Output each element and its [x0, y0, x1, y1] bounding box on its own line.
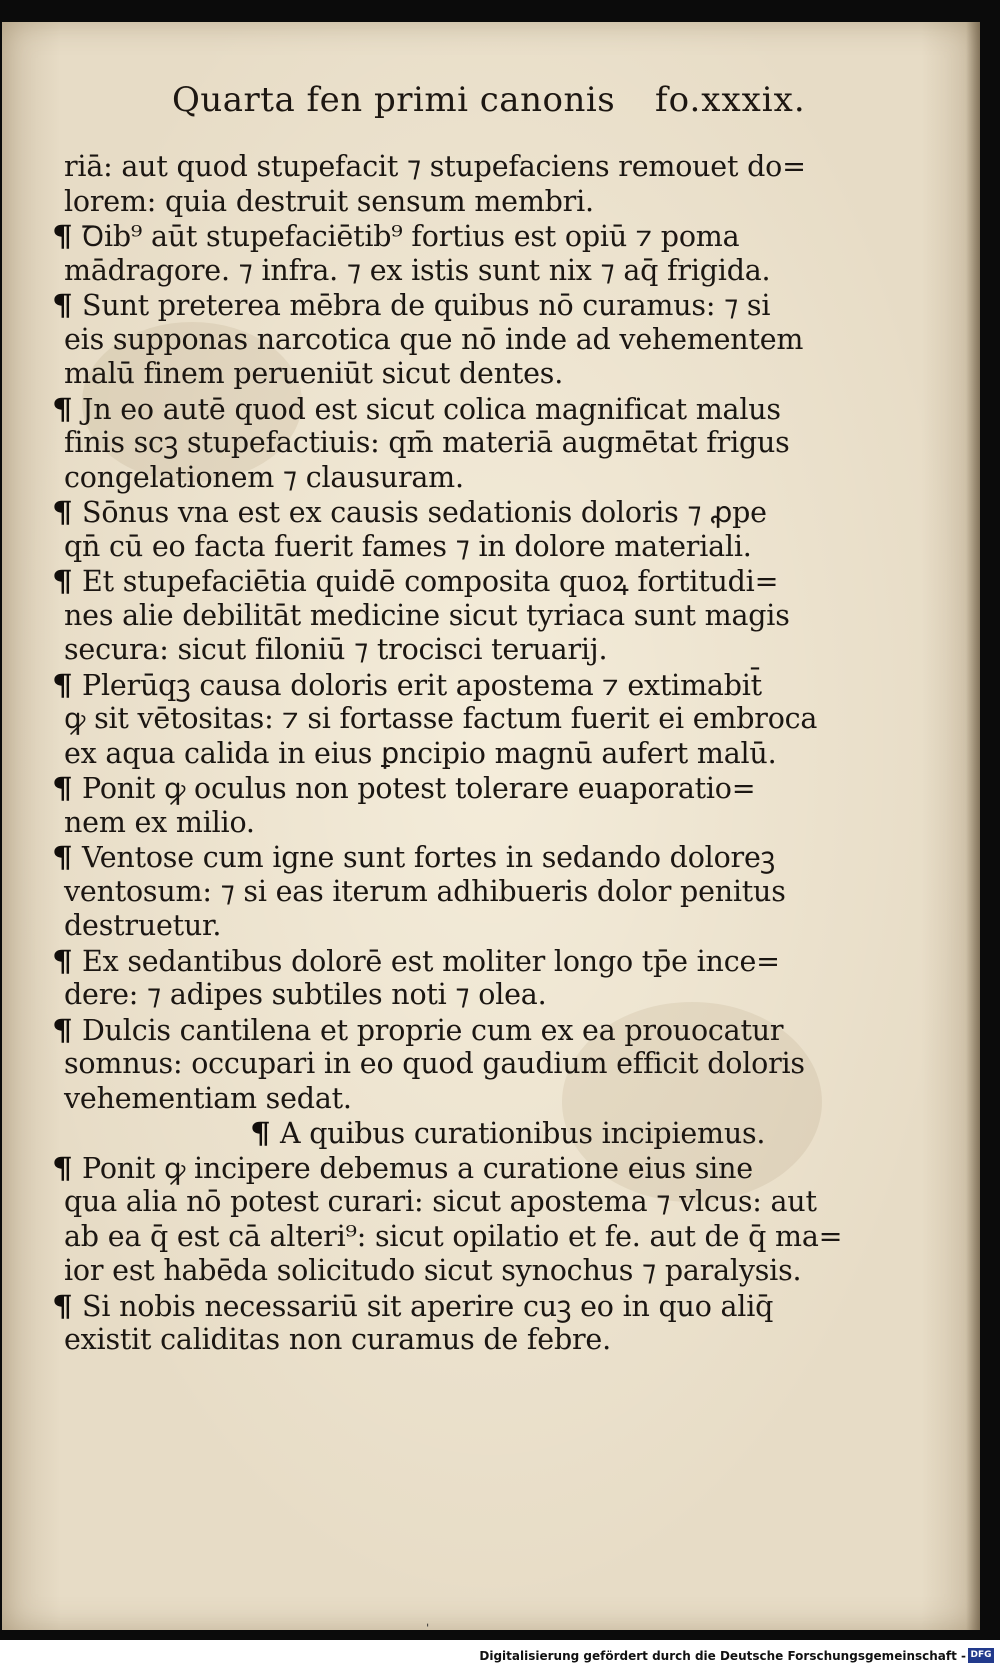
text-line	[54, 254, 854, 289]
line-text: ex aqua calida in eius ꝑncipio magnū aufert malū.	[64, 736, 777, 770]
text-line	[54, 530, 854, 565]
text-line	[54, 599, 854, 634]
text-line	[54, 150, 854, 185]
line-text: Sunt preterea mēbra de quibus nō curamus: ⁊ si	[82, 289, 771, 322]
line-text: ꝙ sit vētositas: ⁊ si fortasse factum fuerit ei embroca	[64, 702, 818, 735]
text-line	[54, 737, 854, 772]
line-text: Jn eo autē quod est sicut colica magnificat malus	[82, 392, 781, 426]
text-line	[54, 1220, 854, 1255]
text-line	[54, 1185, 854, 1220]
line-text: congelationem ⁊ clausuram.	[64, 460, 464, 494]
running-head	[172, 80, 806, 130]
line-text: Et stupefaciētia quidē composita quoꝝ fortitudi=	[82, 565, 779, 598]
line-text: mādragore. ⁊ infra. ⁊ ex istis sunt nix ⁊ aq̄ frigida.	[64, 253, 771, 287]
line-text: Ꝺib⁹ aūt stupefaciētib⁹ fortius est opiū ⁊ poma	[82, 220, 740, 253]
pilcrow-icon: ¶	[52, 667, 73, 702]
pilcrow-icon: ¶	[52, 1012, 73, 1047]
text-line	[54, 219, 854, 254]
dfg-logo: DFG	[968, 1648, 994, 1663]
line-text: riā: aut quod stupefacit ⁊ stupefaciens remouet do=	[64, 150, 806, 183]
line-text: somnus: occupari in eo quod gaudium efficit doloris	[64, 1047, 805, 1080]
running-head-title: Quarta fen primi canonis	[172, 80, 616, 120]
folio-number: fo.xxxix.	[655, 80, 806, 120]
line-text: ab ea q̄ est cā alteri⁹: sicut opilatio et fe. aut de q̄ ma=	[64, 1219, 843, 1253]
text-line	[54, 909, 854, 944]
text-line	[54, 806, 854, 841]
page-mark: ˈ	[426, 1622, 430, 1636]
text-line	[54, 564, 854, 599]
text-line	[54, 426, 854, 461]
line-text: ventosum: ⁊ si eas iterum adhibueris dolor penitus	[64, 874, 786, 908]
book-page	[2, 22, 980, 1636]
line-text: Ponit ꝙ incipere debemus a curatione eius sine	[82, 1151, 753, 1185]
text-line	[54, 392, 854, 427]
text-line	[54, 357, 854, 392]
page-gutter-shadow	[966, 22, 980, 1630]
pilcrow-icon: ¶	[52, 771, 73, 805]
text-line	[54, 1013, 854, 1048]
text-line	[54, 633, 854, 668]
line-text: eis supponas narcotica que nō inde ad vehementem	[64, 322, 804, 356]
pilcrow-icon: ¶	[52, 391, 73, 426]
text-line	[54, 668, 854, 703]
line-text: Ponit ꝙ oculus non potest tolerare euaporatio=	[82, 772, 756, 805]
text-line	[54, 1254, 854, 1289]
pilcrow-icon: ¶	[250, 1116, 271, 1150]
line-text: malū finem perueniūt sicut dentes.	[64, 357, 564, 390]
line-text: existit caliditas non curamus de febre.	[64, 1323, 611, 1356]
pilcrow-icon: ¶	[52, 288, 73, 322]
line-text: dere: ⁊ adipes subtiles noti ⁊ olea.	[64, 978, 547, 1011]
pilcrow-icon: ¶	[52, 1288, 73, 1323]
pilcrow-icon: ¶	[52, 219, 73, 253]
line-text: Ventose cum igne sunt fortes in sedando doloreꝫ	[82, 841, 775, 874]
text-line	[54, 840, 854, 875]
text-line	[54, 1323, 854, 1358]
line-text: nem ex milio.	[64, 805, 255, 839]
line-text: destruetur.	[64, 909, 222, 942]
digitization-footer	[0, 1640, 1000, 1672]
line-text: ior est habēda solicitudo sicut synochus ⁊ paralysis.	[64, 1254, 802, 1287]
text-line	[54, 702, 854, 737]
text-line	[54, 1151, 854, 1186]
line-text: Plerūqꝫ causa doloris erit apostema ⁊ extimabit̄	[82, 668, 762, 702]
line-text: finis scꝫ stupefactiuis: qm̄ materiā augmētat frigus	[64, 426, 790, 459]
text-line	[54, 978, 854, 1013]
section-heading-line	[54, 1116, 854, 1151]
line-text: qn̄ cū eo facta fuerit fames ⁊ in dolore materiali.	[64, 529, 752, 563]
line-text: lorem: quia destruit sensum membri.	[64, 184, 594, 218]
text-line	[54, 288, 854, 323]
pilcrow-icon: ¶	[52, 1150, 73, 1185]
line-text: qua alia nō potest curari: sicut apostema ⁊ vlcus: aut	[64, 1185, 817, 1218]
pilcrow-icon: ¶	[52, 943, 73, 978]
text-line	[54, 1082, 854, 1117]
text-line	[54, 771, 854, 806]
text-line	[54, 323, 854, 358]
line-text: nes alie debilitāt medicine sicut tyriaca sunt magis	[64, 598, 790, 632]
line-text: vehementiam sedat.	[64, 1081, 352, 1115]
line-text: Ex sedantibus dolorē est moliter longo tp̄e ince=	[82, 944, 780, 978]
text-line	[54, 461, 854, 496]
pilcrow-icon: ¶	[52, 564, 73, 598]
pilcrow-icon: ¶	[52, 495, 73, 529]
line-text: Sōnus vna est ex causis sedationis doloris ⁊ ꝓpe	[82, 496, 767, 529]
text-line	[54, 1289, 854, 1324]
line-text: A quibus curationibus incipiemus.	[280, 1117, 766, 1150]
text-line	[54, 1047, 854, 1082]
main-text-column	[54, 150, 854, 1358]
text-line	[54, 875, 854, 910]
line-text: Dulcis cantilena et proprie cum ex ea prouocatur	[82, 1013, 784, 1047]
text-line	[54, 185, 854, 220]
line-text: Si nobis necessariū sit aperire cuꝫ eo in quo aliq̄	[82, 1289, 774, 1323]
line-text: secura: sicut filoniū ⁊ trocisci teruarij.	[64, 633, 608, 666]
text-line	[54, 495, 854, 530]
text-line	[54, 944, 854, 979]
funding-credit: Digitalisierung gefördert durch die Deutsche Forschungsgemeinschaft -	[479, 1649, 966, 1663]
pilcrow-icon: ¶	[52, 840, 73, 874]
